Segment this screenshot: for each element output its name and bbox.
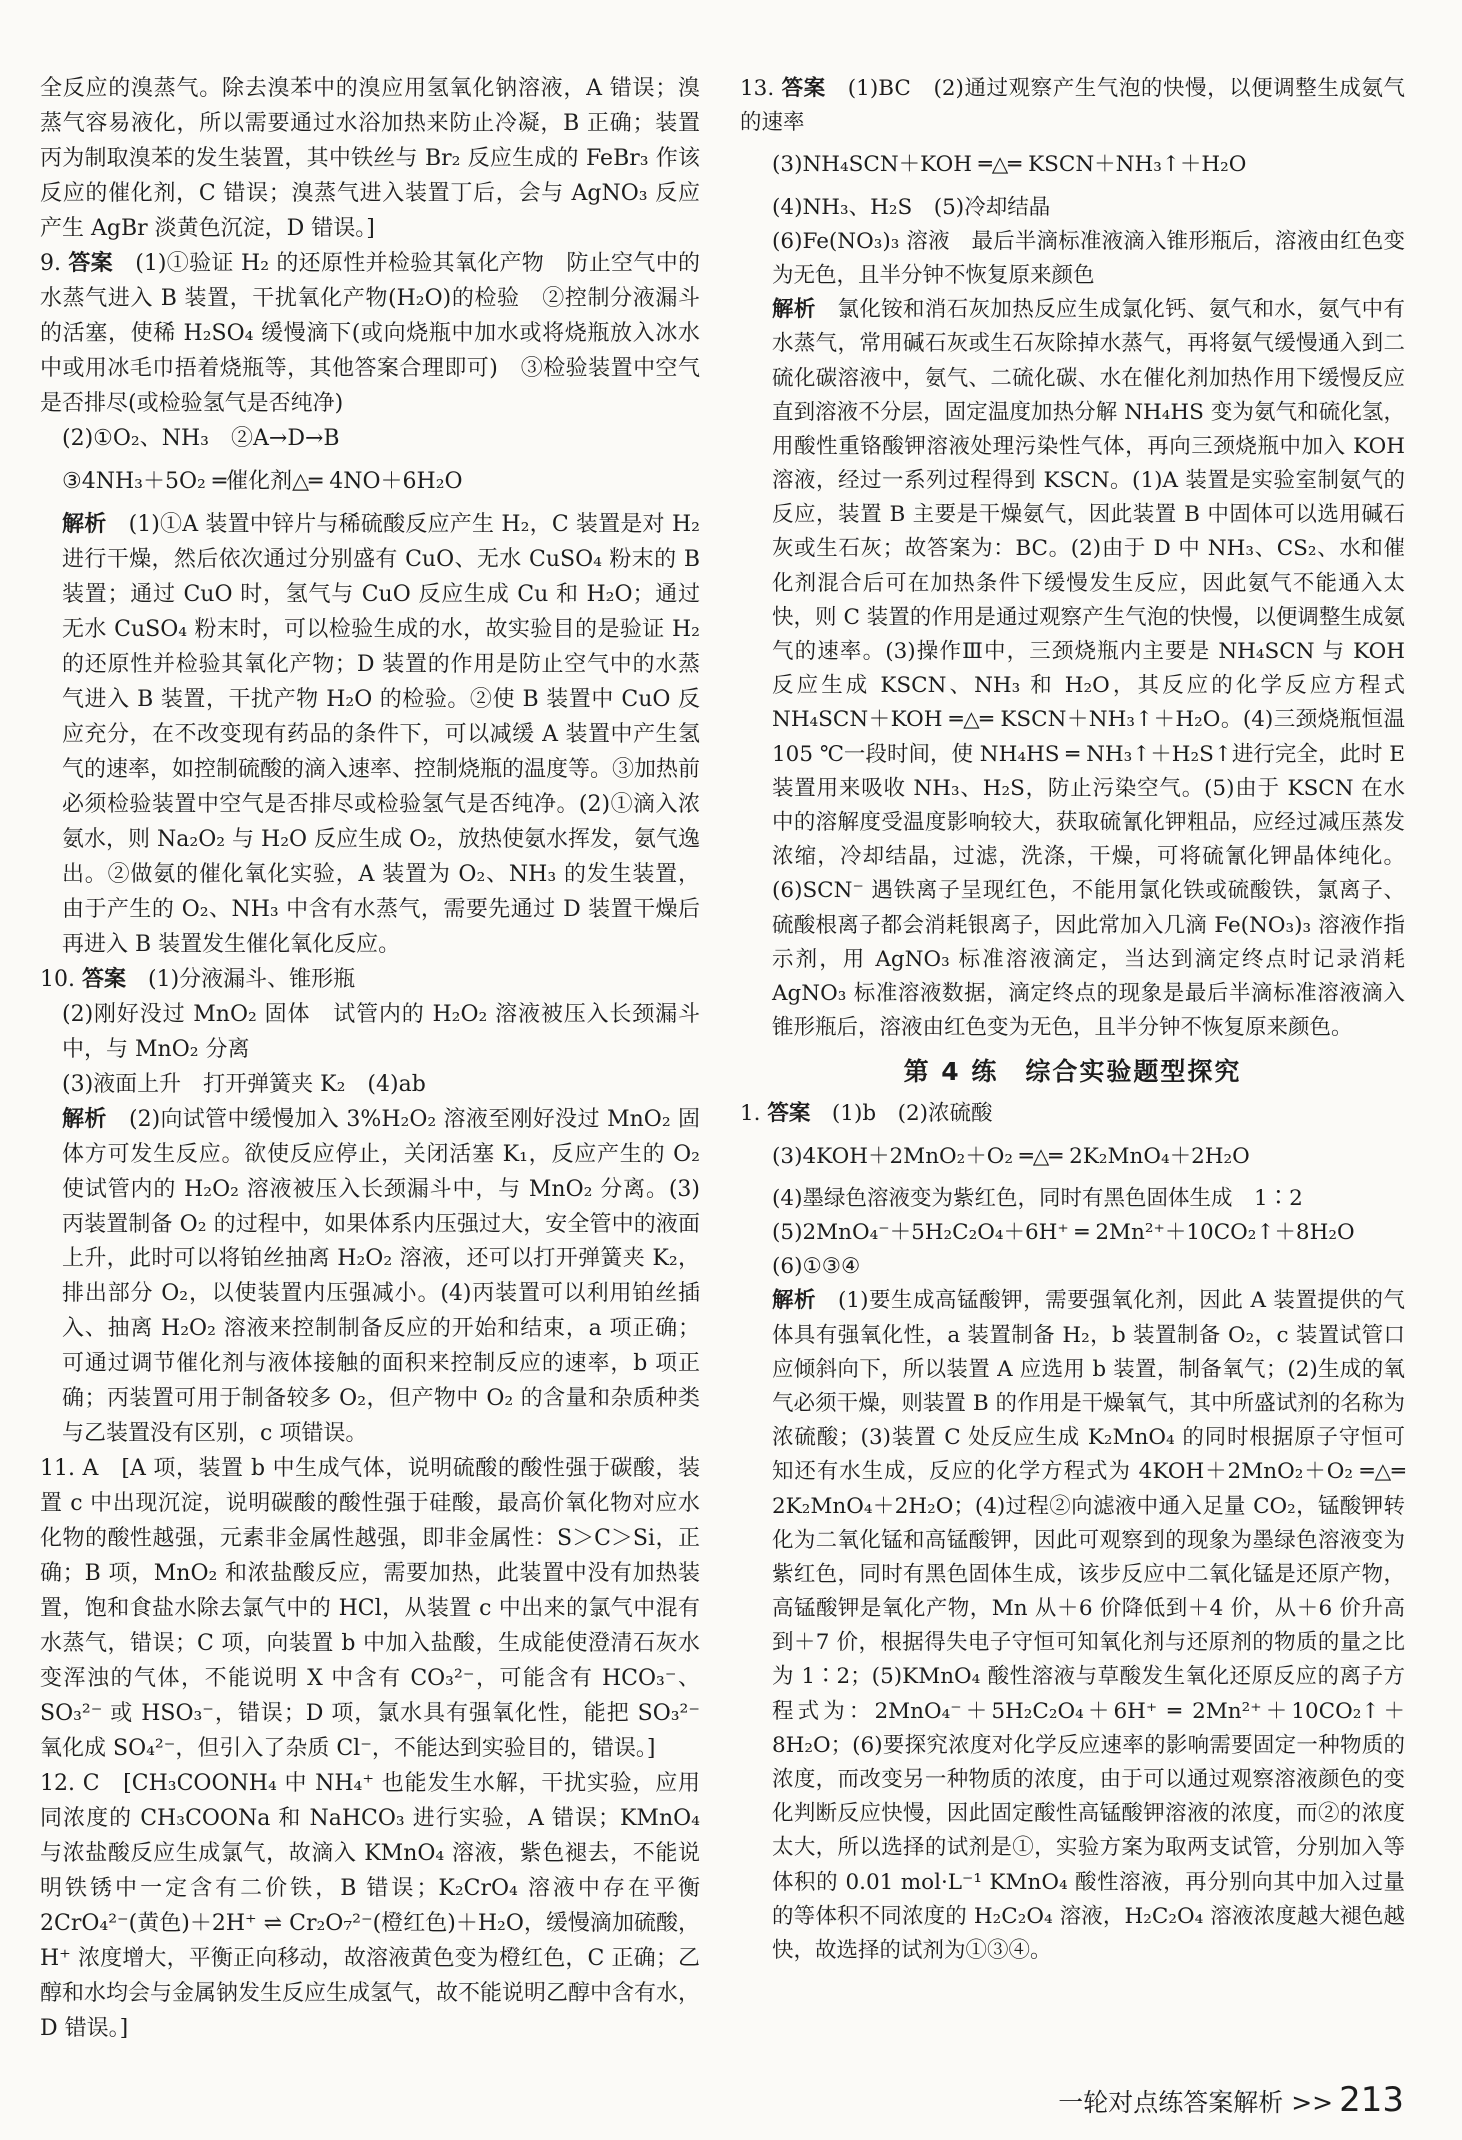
paragraph: (6)①③④ xyxy=(772,1254,861,1280)
page-footer xyxy=(1058,2080,1404,2120)
equation: (3)4KOH＋2MnO₂＋O₂ ═△═ 2K₂MnO₄＋2H₂O xyxy=(772,1143,1250,1169)
equation: ③4NH₃＋5O₂ ═催化剂△═ 4NO＋6H₂O xyxy=(62,468,463,494)
paragraph: 解析 氯化铵和消石灰加热反应生成氯化钙、氨气和水，氨气中有水蒸气，常用碱石灰或生石灰除掉水蒸气，再将氨气缓慢通入到二硫化碳溶液中，氨气、二硫化碳、水在催化剂加热作用下缓慢反应直到溶液不分层，固定温度加热分解 NH₄HS 变为氨气和硫化氢，用酸性重铬酸钾溶液处理污染性气体，再向三颈烧瓶中加入 KOH 溶液，经过一系列过程得到 KSCN。(1)A 装置是实验室制氨气的反应，装置 B 主要是干燥氨气，因此装置 B 中固体可以选用碱石灰或生石灰；故答案为：BC。(2)由于 D 中 NH₃、CS₂、水和催化剂混合后可在加热条件下缓慢发生反应，因此氨气不能通入太快，则 C 装置的作用是通过观察产生气泡的快慢，以便调整生成氨气的速率。(3)操作Ⅲ中，三颈烧瓶内主要是 NH₄SCN 与 KOH 反应生成 KSCN、NH₃ 和 H₂O，其反应的化学反应方程式 NH₄SCN＋KOH ═△═ KSCN＋NH₃↑＋H₂O。(4)三颈烧瓶恒温 105 ℃一段时间，使 NH₄HS ═ NH₃↑＋H₂S↑进行完全，此时 E 装置用来吸收 NH₃、H₂S，防止污染空气。(5)由于 KSCN 在水中的溶解度受温度影响较大，获取硫氰化钾粗品，应经过减压蒸发浓缩，冷却结晶，过滤，洗涤，干燥，可将硫氰化钾晶体纯化。(6)SCN⁻ 遇铁离子呈现红色，不能用氯化铁或硫酸铁，氯离子、硫酸根离子都会消耗银离子，因此常加入几滴 Fe(NO₃)₃ 溶液作指示剂，用 AgNO₃ 标准溶液滴定，当达到滴定终点时记录消耗 AgNO₃ 标准溶液数据，滴定终点的现象是最后半滴标准溶液滴入锥形瓶后，溶液由红色变为无色，且半分钟不恢复原来颜色。 xyxy=(772,297,1405,1041)
paragraph: 10. 答案 (1)分液漏斗、锥形瓶 xyxy=(40,966,356,992)
right-column xyxy=(740,72,1405,1968)
paragraph: (6)Fe(NO₃)₃ 溶液 最后半滴标准液滴入锥形瓶后，溶液由红色变为无色，且半分钟不恢复原来颜色 xyxy=(772,228,1405,288)
paragraph: (5)2MnO₄⁻＋5H₂C₂O₄＋6H⁺ ═ 2Mn²⁺＋10CO₂↑＋8H₂O xyxy=(772,1220,1355,1245)
paragraph: 解析 (1)①A 装置中锌片与稀硫酸反应产生 H₂，C 装置是对 H₂ 进行干燥，然后依次通过分别盛有 CuO、无水 CuSO₄ 粉末的 B 装置；通过 CuO 时，氢气与 CuO 反应生成 Cu 和 H₂O；通过无水 CuSO₄ 粉末时，可以检验生成的水，故实验目的是验证 H₂ 的还原性并检验其氧化产物；D 装置的作用是防止空气中的水蒸气进入 B 装置，干扰产物 H₂O 的检验。②使 B 装置中 CuO 反应充分，在不改变现有药品的条件下，可以减缓 A 装置中产生氢气的速率，如控制硫酸的滴入速率、控制烧瓶的温度等。③加热前必须检验装置中空气是否排尽或检验氢气是否纯净。(2)①滴入浓氨水，则 Na₂O₂ 与 H₂O 反应生成 O₂，放热使氨水挥发，氨气逸出。②做氨的催化氧化实验，A 装置为 O₂、NH₃ 的发生装置，由于产生的 O₂、NH₃ 中含有水蒸气，需要先通过 D 装置干燥后再进入 B 装置发生催化氧化反应。 xyxy=(62,511,701,957)
paragraph: (2)①O₂、NH₃ ②A→D→B xyxy=(62,425,340,451)
footer-label: 一轮对点练答案解析 >> xyxy=(1058,2088,1334,2117)
paragraph: 解析 (1)要生成高锰酸钾，需要强氧化剂，因此 A 装置提供的气体具有强氧化性，a 装置制备 H₂，b 装置制备 O₂，c 装置试管口应倾斜向下，所以装置 A 应选用 b 装置，制备氧气；(2)生成的氧气必须干燥，则装置 B 的作用是干燥氧气，其中所盛试剂的名称为浓硫酸；(3)装置 C 处反应生成 K₂MnO₄ 的同时根据原子守恒可知还有水生成，反应的化学方程式为 4KOH＋2MnO₂＋O₂ ═△═ 2K₂MnO₄＋2H₂O；(4)过程②向滤液中通入足量 CO₂，锰酸钾转化为二氧化锰和高锰酸钾，因此可观察到的现象为墨绿色溶液变为紫红色，同时有黑色固体生成，该步反应中二氧化锰是还原产物，高锰酸钾是氧化产物，Mn 从＋6 价降低到＋4 价，从＋6 价升高到＋7 价，根据得失电子守恒可知氧化剂与还原剂的物质的量之比为 1∶2；(5)KMnO₄ 酸性溶液与草酸发生氧化还原反应的离子方程式为：2MnO₄⁻＋5H₂C₂O₄＋6H⁺ ═ 2Mn²⁺＋10CO₂↑＋8H₂O；(6)要探究浓度对化学反应速率的影响需要固定一种物质的浓度，而改变另一种物质的浓度，由于可以通过观察溶液颜色的变化判断反应快慢，因此固定酸性高锰酸钾溶液的浓度，而②的浓度太大，所以选择的试剂是①，实验方案为取两支试管，分别加入等体积的 0.01 mol·L⁻¹ KMnO₄ 酸性溶液，再分别向其中加入过量的等体积不同浓度的 H₂C₂O₄ 溶液，H₂C₂O₄ 溶液浓度越大褪色越快，故选择的试剂为①③④。 xyxy=(772,1288,1405,1963)
paragraph: (2)刚好没过 MnO₂ 固体 试管内的 H₂O₂ 溶液被压入长颈漏斗中，与 MnO₂ 分离 xyxy=(62,1001,700,1062)
left-column xyxy=(40,72,700,2047)
paragraph: 1. 答案 (1)b (2)浓硫酸 xyxy=(740,1101,993,1127)
section-title: 第 4 练 综合实验题型探究 xyxy=(903,1057,1242,1087)
paragraph: 11. A [A 项，装置 b 中生成气体，说明硫酸的酸性强于碳酸，装置 c 中出现沉淀，说明碳酸的酸性强于硅酸，最高价氧化物对应水化物的酸性越强，元素非金属性越强，即非金属性：S＞C＞Si，正确；B 项，MnO₂ 和浓盐酸反应，需要加热，此装置中没有加热装置，饱和食盐水除去氯气中的 HCl，从装置 c 中出来的氯气中混有水蒸气，错误；C 项，向装置 b 中加入盐酸，生成能使澄清石灰水变浑浊的气体，不能说明 X 中含有 CO₃²⁻，可能含有 HCO₃⁻、SO₃²⁻ 或 HSO₃⁻，错误；D 项，氯水具有强氧化性，能把 SO₃²⁻ 氧化成 SO₄²⁻，但引入了杂质 Cl⁻，不能达到实验目的，错误。] xyxy=(40,1456,700,1762)
paragraph: (3)液面上升 打开弹簧夹 K₂ (4)ab xyxy=(62,1071,426,1097)
paragraph: 12. C [CH₃COONH₄ 中 NH₄⁺ 也能发生水解，干扰实验，应用同浓度的 CH₃COONa 和 NaHCO₃ 进行实验，A 错误；KMnO₄ 与浓盐酸反应生成氯气，故滴入 KMnO₄ 溶液，紫色褪去，不能说明铁锈中一定含有二价铁，B 错误；K₂CrO₄ 溶液中存在平衡 2CrO₄²⁻(黄色)＋2H⁺ ⇌ Cr₂O₇²⁻(橙红色)＋H₂O，缓慢滴加硫酸，H⁺ 浓度增大，平衡正向移动，故溶液黄色变为橙红色，C 正确；乙醇和水均会与金属钠发生反应生成氢气，故不能说明乙醇中含有水，D 错误。] xyxy=(40,1771,701,2042)
page-number: 213 xyxy=(1339,2080,1404,2120)
paragraph: 全反应的溴蒸气。除去溴苯中的溴应用氢氧化钠溶液，A 错误；溴蒸气容易液化，所以需要通过水浴加热来防止冷凝，B 正确；装置丙为制取溴苯的发生装置，其中铁丝与 Br₂ 反应生成的 FeBr₃ 作该反应的催化剂，C 错误；溴蒸气进入装置丁后，会与 AgNO₃ 反应产生 AgBr 淡黄色沉淀，D 错误。] xyxy=(40,76,700,241)
paragraph: 解析 (2)向试管中缓慢加入 3%H₂O₂ 溶液至刚好没过 MnO₂ 固体方可发生反应。欲使反应停止，关闭活塞 K₁，反应产生的 O₂ 使试管内的 H₂O₂ 溶液被压入长颈漏斗中，与 MnO₂ 分离。(3)丙装置制备 O₂ 的过程中，如果体系内压强过大，安全管中的液面上升，此时可以将铂丝抽离 H₂O₂ 溶液，还可以打开弹簧夹 K₂，排出部分 O₂，以使装置内压强减小。(4)丙装置可以利用铂丝插入、抽离 H₂O₂ 溶液来控制制备反应的开始和结束，a 项正确；可通过调节催化剂与液体接触的面积来控制反应的速率，b 项正确；丙装置可用于制备较多 O₂，但产物中 O₂ 的含量和杂质种类与乙装置没有区别，c 项错误。 xyxy=(62,1106,700,1447)
paragraph: (4)NH₃、H₂S (5)冷却结晶 xyxy=(772,194,1051,220)
paragraph: 9. 答案 (1)①验证 H₂ 的还原性并检验其氧化产物 防止空气中的水蒸气进入 B 装置，干扰氧化产物(H₂O)的检验 ②控制分液漏斗的活塞，使稀 H₂SO₄ 缓慢滴下(或向烧瓶中加水或将烧瓶放入冰水中或用冰毛巾捂着烧瓶等，其他答案合理即可) ③检验装置中空气是否排尽(或检验氢气是否纯净) xyxy=(40,250,701,416)
paragraph: 13. 答案 (1)BC (2)通过观察产生气泡的快慢，以便调整生成氨气的速率 xyxy=(740,76,1405,136)
paragraph: (4)墨绿色溶液变为紫红色，同时有黑色固体生成 1∶2 xyxy=(772,1185,1303,1211)
equation: (3)NH₄SCN＋KOH ═△═ KSCN＋NH₃↑＋H₂O xyxy=(772,152,1247,178)
